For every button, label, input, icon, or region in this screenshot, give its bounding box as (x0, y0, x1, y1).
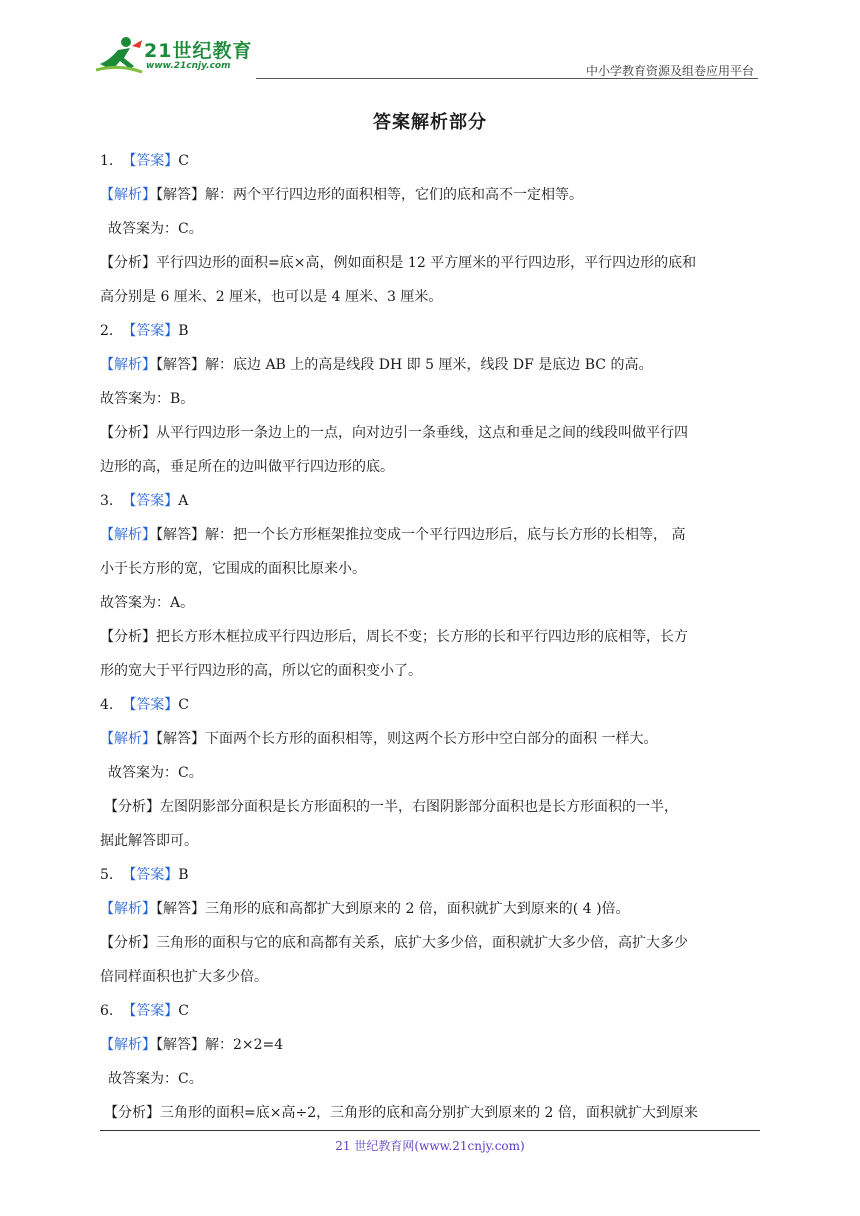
breakdown-text: 三角形的面积与它的底和高都有关系，底扩大多少倍，面积就扩大多少倍，高扩大多少 (156, 935, 688, 951)
runner-logo-icon (96, 34, 144, 76)
answer-tag: 【答案】 (122, 493, 179, 509)
answer-tag: 【答案】 (122, 153, 179, 169)
breakdown-tag: 【分析】 (100, 935, 156, 951)
solution-tag: 【解答】 (156, 731, 205, 747)
breakdown-tag: 【分析】 (104, 799, 160, 815)
solution-text: 三角形的底和高都扩大到原来的 2 倍，面积就扩大到原来的( 4 )倍。 (205, 901, 630, 917)
item-4-breakdown-line (100, 790, 762, 824)
solution-text: 解：底边 AB 上的高是线段 DH 即 5 厘米，线段 DF 是底边 BC 的高。 (205, 357, 653, 373)
breakdown-text: 三角形的面积=底×高÷2，三角形的底和高分别扩大到原来的 2 倍，面积就扩大到原来 (160, 1105, 698, 1121)
analysis-tag: 【解析】 (100, 901, 156, 917)
item-6-breakdown-line (100, 1096, 762, 1130)
analysis-tag: 【解析】 (100, 187, 156, 203)
breakdown-text: 平行四边形的面积=底×高，例如面积是 12 平方厘米的平行四边形，平行四边形的底和 (156, 255, 697, 271)
breakdown-tag: 【分析】 (100, 255, 156, 271)
item-number: 5. (100, 867, 114, 883)
item-3-solution-line-2: 小于长方形的宽，它围成的面积比原来小。 (100, 561, 366, 577)
item-1-breakdown-line-2: 高分别是 6 厘米、2 厘米，也可以是 4 厘米、3 厘米。 (100, 289, 443, 305)
item-1-conclusion: 故答案为：C。 (108, 221, 203, 237)
item-number: 1. (100, 153, 114, 169)
item-4-conclusion: 故答案为：C。 (108, 765, 203, 781)
item-2-conclusion: 故答案为：B。 (100, 391, 195, 407)
item-2-answer-line (100, 314, 762, 348)
item-2-breakdown-line (100, 416, 762, 450)
item-6-conclusion: 故答案为：C。 (108, 1071, 203, 1087)
item-2-breakdown-line-2: 边形的高，垂足所在的边叫做平行四边形的底。 (100, 459, 394, 475)
solution-tag: 【解答】 (156, 187, 205, 203)
breakdown-text: 把长方形木框拉成平行四边形后，周长不变；长方形的长和平行四边形的底相等，长方 (156, 629, 688, 645)
analysis-tag: 【解析】 (100, 1037, 156, 1053)
answer-content (100, 144, 762, 1130)
item-number: 6. (100, 1003, 114, 1019)
breakdown-text: 左图阴影部分面积是长方形面积的一半，右图阴影部分面积也是长方形面积的一半， (160, 799, 678, 815)
item-3-breakdown-line (100, 620, 762, 654)
answer-value: C (178, 1003, 189, 1019)
solution-text: 解：两个平行四边形的面积相等，它们的底和高不一定相等。 (205, 187, 583, 203)
item-number: 2. (100, 323, 114, 339)
breakdown-text: 从平行四边形一条边上的一点，向对边引一条垂线，这点和垂足之间的线段叫做平行四 (156, 425, 688, 441)
item-5-answer-line (100, 858, 762, 892)
analysis-tag: 【解析】 (100, 731, 156, 747)
item-6-answer-line (100, 994, 762, 1028)
item-4-answer-line (100, 688, 762, 722)
item-3-conclusion: 故答案为：A。 (100, 595, 195, 611)
answer-tag: 【答案】 (122, 1003, 179, 1019)
logo-url: www.21cnjy.com (146, 61, 231, 71)
item-4-solution-line (100, 722, 762, 756)
answer-value: C (178, 697, 189, 713)
header-divider (256, 78, 758, 79)
item-1-solution-line (100, 178, 762, 212)
page-header (96, 32, 758, 80)
page-footer: 21 世纪教育网(www.21cnjy.com) (335, 1139, 525, 1153)
breakdown-tag: 【分析】 (104, 1105, 160, 1121)
item-5-breakdown-line (100, 926, 762, 960)
item-1-answer-line (100, 144, 762, 178)
item-3-breakdown-line-2: 形的宽大于平行四边形的高，所以它的面积变小了。 (100, 663, 422, 679)
solution-tag: 【解答】 (156, 901, 205, 917)
answer-value: B (178, 323, 189, 339)
analysis-tag: 【解析】 (100, 527, 156, 543)
item-5-breakdown-line-2: 倍同样面积也扩大多少倍。 (100, 969, 268, 985)
item-2-solution-line (100, 348, 762, 382)
solution-text: 解：把一个长方形框架推拉变成一个平行四边形后，底与长方形的长相等， 高 (205, 527, 686, 543)
solution-text: 解：2×2=4 (205, 1037, 284, 1053)
item-5-solution-line (100, 892, 762, 926)
platform-name: 中小学教育资源及组卷应用平台 (585, 64, 754, 78)
solution-tag: 【解答】 (156, 357, 205, 373)
item-number: 3. (100, 493, 114, 509)
solution-text: 下面两个长方形的面积相等，则这两个长方形中空白部分的面积 一样大。 (205, 731, 658, 747)
page-title: 答案解析部分 (373, 112, 487, 133)
logo-text: 21世纪教育 (144, 40, 253, 62)
answer-tag: 【答案】 (122, 323, 179, 339)
item-6-solution-line (100, 1028, 762, 1062)
site-logo (96, 34, 266, 76)
breakdown-tag: 【分析】 (100, 425, 156, 441)
item-3-answer-line (100, 484, 762, 518)
answer-value: A (178, 493, 189, 509)
answer-value: B (178, 867, 189, 883)
item-1-breakdown-line (100, 246, 762, 280)
footer-divider (100, 1130, 760, 1131)
solution-tag: 【解答】 (156, 1037, 205, 1053)
solution-tag: 【解答】 (156, 527, 205, 543)
answer-value: C (178, 153, 189, 169)
answer-tag: 【答案】 (122, 867, 179, 883)
answer-tag: 【答案】 (122, 697, 179, 713)
item-number: 4. (100, 697, 114, 713)
item-3-solution-line (100, 518, 762, 552)
item-4-breakdown-line-2: 据此解答即可。 (100, 833, 198, 849)
breakdown-tag: 【分析】 (100, 629, 156, 645)
analysis-tag: 【解析】 (100, 357, 156, 373)
